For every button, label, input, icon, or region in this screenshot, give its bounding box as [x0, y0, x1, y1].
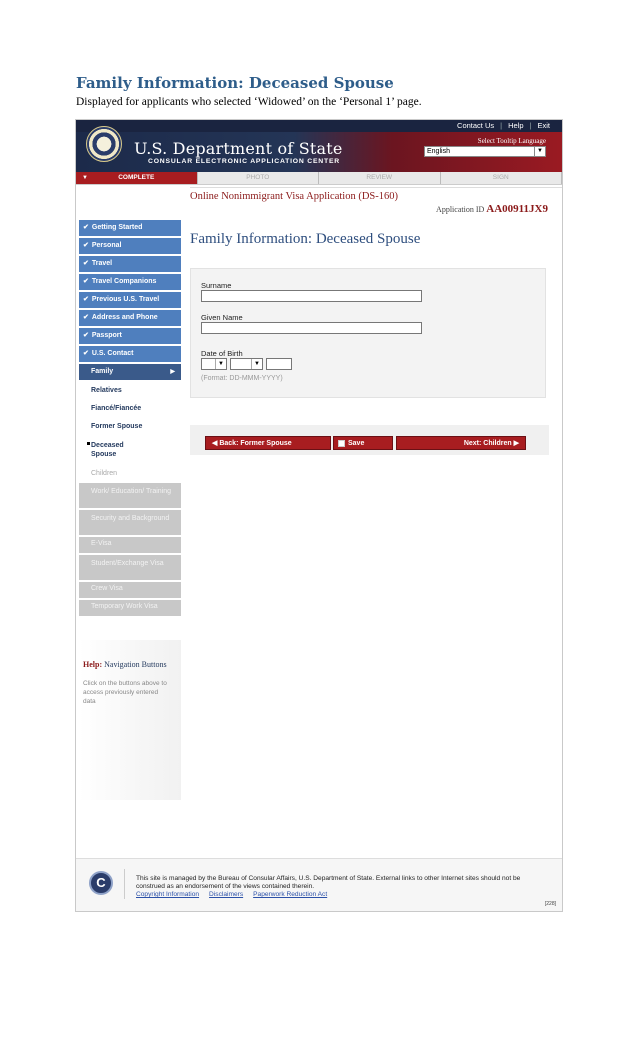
date-format-hint: (Format: DD-MMM-YYYY) [201, 375, 283, 382]
checkmark-icon: ✔ [83, 278, 89, 285]
surname-label: Surname [201, 281, 232, 290]
checkmark-icon: ✔ [83, 224, 89, 231]
progress-step-complete: ▼ COMPLETE [76, 172, 198, 184]
exit-link[interactable]: Exit [537, 121, 550, 130]
checkmark-icon: ✔ [83, 296, 89, 303]
page-code: [228] [544, 901, 556, 907]
sidebar-item-security-background: Security and Background [79, 510, 181, 535]
help-title-topic: Navigation Buttons [104, 660, 167, 669]
sidebar-item-label: Passport [91, 332, 122, 339]
sidebar-item-label: Personal [91, 242, 122, 249]
department-name: U.S. Department of State [134, 139, 343, 158]
help-title [79, 640, 181, 669]
application-id [436, 203, 548, 215]
surname-input[interactable] [201, 290, 422, 302]
sidebar-item-previous-us-travel[interactable] [79, 292, 181, 308]
date-of-birth-label: Date of Birth [201, 349, 243, 358]
sidebar-item-e-visa: E-Visa [79, 537, 181, 553]
sidebar-item-temporary-work: Temporary Work Visa [79, 600, 181, 616]
sidebar-item-travel-companions[interactable] [79, 274, 181, 290]
progress-step-review: REVIEW [319, 172, 441, 184]
contact-us-link[interactable]: Contact Us [457, 121, 495, 130]
progress-bar [76, 172, 562, 185]
sidebar-item-getting-started[interactable] [79, 220, 181, 236]
save-button[interactable] [333, 436, 393, 450]
sidebar-item-crew-visa: Crew Visa [79, 582, 181, 598]
disclaimers-link[interactable]: Disclaimers [209, 891, 244, 898]
sidebar [79, 220, 181, 618]
sidebar-item-passport[interactable] [79, 328, 181, 344]
copyright-information-link[interactable]: Copyright Information [136, 891, 200, 898]
department-subtitle: CONSULAR ELECTRONIC APPLICATION CENTER [148, 158, 341, 165]
footer-links [136, 891, 327, 898]
progress-step-sign: SIGN [441, 172, 563, 184]
dob-month-select[interactable] [230, 358, 263, 370]
help-panel [79, 640, 181, 800]
save-button-label: Save [348, 440, 365, 447]
sidebar-item-us-contact[interactable] [79, 346, 181, 362]
sidebar-item-address-and-phone[interactable] [79, 310, 181, 326]
site-footer [76, 858, 562, 912]
save-icon [338, 440, 345, 447]
progress-step-photo: PHOTO [198, 172, 320, 184]
help-text: Click on the buttons above to access previously entered data [83, 680, 167, 705]
sidebar-item-travel[interactable] [79, 256, 181, 272]
sidebar-subitem-fiance[interactable]: Fiancé/Fiancée [91, 405, 142, 412]
dob-year-input[interactable] [266, 358, 292, 370]
link-separator: | [500, 121, 503, 130]
application-id-label: Application ID [436, 205, 485, 214]
language-value: English [427, 148, 450, 155]
consular-affairs-logo-icon: C [89, 871, 113, 895]
header-links [457, 121, 550, 130]
sidebar-subitem-children: Children [91, 470, 118, 477]
application-title: Online Nonimmigrant Visa Application (DS-160) [190, 191, 398, 202]
checkmark-icon: ✔ [83, 260, 89, 267]
sidebar-item-label: Getting Started [91, 224, 143, 231]
state-department-seal-icon [86, 126, 122, 162]
sidebar-item-label: Address and Phone [91, 314, 158, 321]
application-window [75, 119, 563, 912]
sidebar-item-work-education: Work/ Education/ Training [79, 483, 181, 508]
application-id-value: AA00911JX9 [486, 203, 548, 215]
sidebar-item-personal[interactable] [79, 238, 181, 254]
sidebar-item-label: U.S. Contact [91, 350, 134, 357]
sidebar-subitem-former-spouse[interactable]: Former Spouse [91, 423, 143, 430]
page-title: Family Information: Deceased Spouse [190, 231, 421, 247]
sidebar-item-label: Travel [91, 260, 113, 267]
given-name-label: Given Name [201, 313, 243, 322]
document-title: Family Information: Deceased Spouse [76, 74, 394, 92]
site-header [76, 120, 562, 172]
dob-day-select[interactable] [201, 358, 227, 370]
document-subtitle: Displayed for applicants who selected ‘Widowed’ on the ‘Personal 1’ page. [76, 96, 422, 108]
divider [124, 869, 125, 899]
chevron-down-icon: ▼ [534, 147, 545, 156]
sidebar-subitem-deceased-spouse[interactable]: Deceased Spouse [79, 436, 139, 465]
checkmark-icon: ✔ [83, 314, 89, 321]
chevron-down-icon: ▼ [215, 359, 226, 369]
language-select[interactable] [424, 146, 546, 157]
chevron-down-icon: ▼ [251, 359, 262, 369]
form-panel [190, 268, 546, 398]
checkmark-icon: ✔ [83, 242, 89, 249]
help-title-prefix: Help: [83, 660, 103, 669]
next-button[interactable]: Next: Children ▶ [396, 436, 526, 450]
divider [190, 187, 562, 188]
footer-disclaimer-text: This site is managed by the Bureau of Consular Affairs, U.S. Department of State. External links to other Internet sites should not be construed as an endorsement of the views contained therein. [136, 875, 521, 890]
sidebar-item-student-exchange: Student/Exchange Visa [79, 555, 181, 580]
sidebar-item-label: Family [91, 368, 114, 375]
checkmark-icon: ✔ [83, 350, 89, 357]
help-link[interactable]: Help [508, 121, 524, 130]
sidebar-item-label: Travel Companions [91, 278, 157, 285]
sidebar-item-family[interactable] [79, 364, 181, 380]
link-separator: | [529, 121, 532, 130]
sidebar-item-label: Previous U.S. Travel [91, 296, 160, 303]
navigation-buttons [190, 425, 549, 455]
paperwork-reduction-act-link[interactable]: Paperwork Reduction Act [253, 891, 328, 898]
given-name-input[interactable] [201, 322, 422, 334]
sidebar-subitem-relatives[interactable]: Relatives [91, 387, 122, 394]
back-button[interactable]: ◀ Back: Former Spouse [205, 436, 331, 450]
checkmark-icon: ✔ [83, 332, 89, 339]
language-label: Select Tooltip Language [477, 137, 546, 145]
